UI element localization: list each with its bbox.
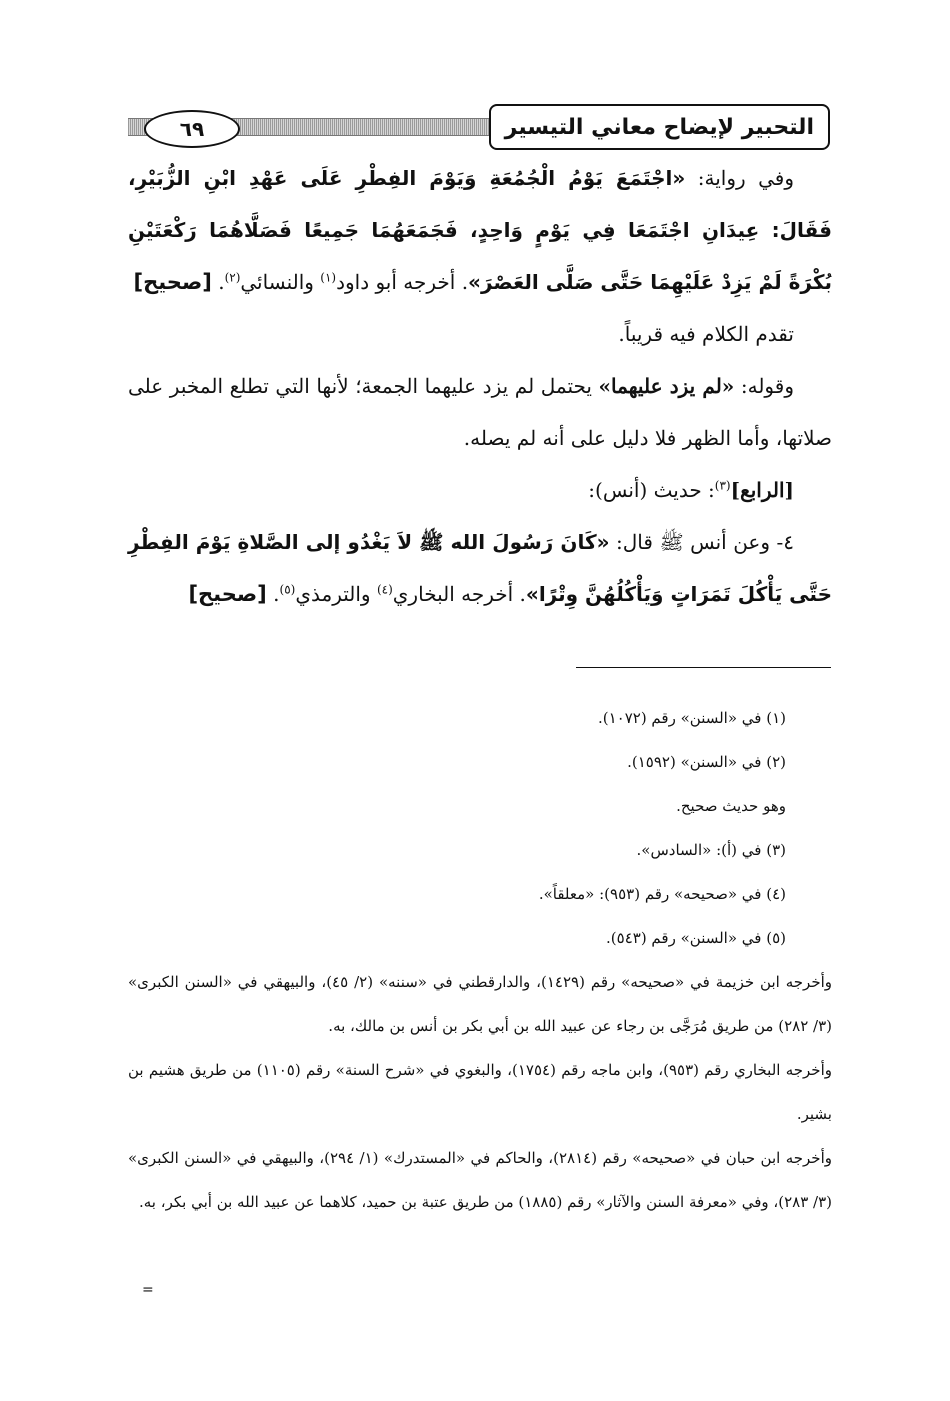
footnote-5-paragraph-1: وأخرجه ابن خزيمة في «صحيحه» رقم (١٤٢٩)، والدارقطني في «سننه» (٢/ ٤٥)، والبيهقي في «السنن الكبرى» (٣/ ٢٨٢) من طريق مُرَجَّى بن رجاء عن عبيد الله بن أبي بكر بن أنس بن مالك، به.	[128, 973, 833, 1035]
takhrij-text: والترمذي	[295, 582, 377, 606]
takhrij-text: والنسائي	[240, 270, 321, 294]
honorific-glyph: ﷺ	[419, 530, 444, 554]
section-heading-fourth	[128, 464, 832, 516]
grade-label: [صحيح]	[133, 270, 212, 294]
footnote-ref-5: (٥)	[279, 582, 296, 597]
paragraph-riwaya	[128, 152, 832, 308]
main-text	[128, 152, 832, 620]
narration-text: قال:	[609, 530, 660, 554]
running-header	[128, 104, 830, 150]
paragraph-hadith-4	[128, 516, 832, 620]
paragraph-explanation	[128, 360, 832, 464]
hadith-text: لاَ يَغْدُو إلى الصَّلاةِ يَوْمَ الفِطْرِ حَتَّى يَأْكُلَ تَمَرَاتٍ وَيَأْكُلُهُنَّ وِتْرًا»	[128, 530, 832, 606]
paragraph-lead: وفي رواية:	[685, 166, 794, 190]
footnotes	[128, 696, 832, 1224]
footnote-3: (٣) في (أ): «السادس».	[636, 841, 786, 859]
takhrij-text: . أخرجه أبو داود	[336, 270, 469, 294]
grade-label: [صحيح]	[188, 582, 267, 606]
takhrij-text: . أخرجه البخاري	[392, 582, 526, 606]
footnote-5: (٥) في «السنن» رقم (٥٤٣).	[606, 929, 786, 947]
footnote-2: (٢) في «السنن» (١٥٩٢).	[627, 753, 786, 771]
takhrij-text: .	[211, 270, 225, 294]
paragraph-lead: ٤- وعن أنس	[683, 530, 794, 554]
book-title: التحبير لإيضاح معاني التيسير	[489, 104, 830, 150]
paragraph-comment: تقدم الكلام فيه قريباً.	[618, 322, 794, 346]
section-title: : حديث (أنس):	[588, 478, 715, 502]
takhrij-text: .	[266, 582, 280, 606]
footnote-ref-4: (٤)	[376, 582, 393, 597]
honorific-glyph: ﷺ	[659, 530, 684, 554]
footnote-5-paragraph-2: وأخرجه البخاري رقم (٩٥٣)، وابن ماجه رقم (١٧٥٤)، والبغوي في «شرح السنة» رقم (١١٠٥) من طريق هشيم بن بشير.	[128, 1061, 832, 1123]
quoted-phrase: «لم يزد عليهما»	[598, 374, 735, 398]
footnote-4: (٤) في «صحيحه» رقم (٩٥٣): «معلقاً».	[538, 885, 786, 903]
footnote-ref-1: (١)	[320, 270, 337, 285]
explanation-text: يحتمل لم يزد عليهما الجمعة؛ لأنها التي تطلع المخبر على صلاتها، وأما الظهر فلا دليل على أنه لم يصله.	[128, 374, 832, 450]
footnote-separator	[576, 667, 831, 668]
section-label: [الرابع]	[730, 478, 794, 502]
paragraph-lead: وقوله:	[734, 374, 794, 398]
footnote-5-paragraph-3: وأخرجه ابن حبان في «صحيحه» رقم (٢٨١٤)، والحاكم في «المستدرك» (١/ ٢٩٤)، والبيهقي في «السنن الكبرى» (٣/ ٢٨٣)، وفي «معرفة السنن والآثار» رقم (١٨٨٥) من طريق عتبة بن حميد، كلاهما عن عبيد الله بن أبي بكر، به.	[128, 1149, 832, 1211]
hadith-text: «كَانَ رَسُولَ الله	[443, 530, 610, 554]
page-number: ٦٩	[144, 110, 240, 148]
continuation-mark: =	[142, 1282, 154, 1298]
footnote-ref-3: (٣)	[714, 478, 731, 493]
hadith-text: «اجْتَمَعَ يَوْمُ الْجُمُعَةِ وَيَوْمَ الفِطْرِ عَلَى عَهْدِ ابْنِ الزُّبَيْرِ، فَقَالَ: عِيدَانِ اجْتَمَعَا فِي يَوْمٍ وَاحِدٍ، فَجَمَعَهُمَا جَمِيعًا فَصَلَّاهُمَا رَكْعَتَيْنِ بُكْرَةً لَمْ يَزِدْ عَلَيْهِمَا حَتَّى صَلَّى العَصْرَ»	[128, 166, 832, 294]
footnote-ref-2: (٢)	[224, 270, 241, 285]
footnote-1: (١) في «السنن» رقم (١٠٧٢).	[597, 709, 786, 727]
footnote-2-note: وهو حديث صحيح.	[676, 797, 786, 815]
